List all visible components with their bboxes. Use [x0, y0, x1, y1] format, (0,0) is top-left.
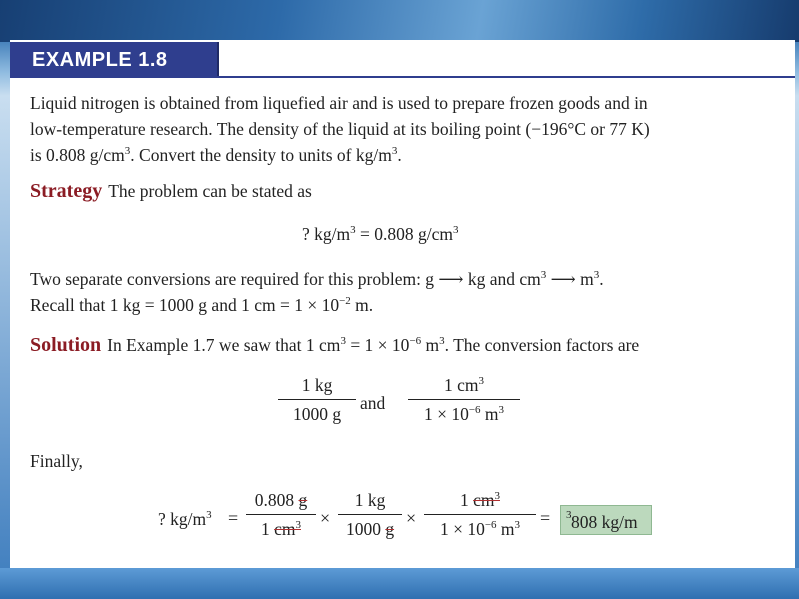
final-factor-1: 0.808 g 1 $cm^3$ [246, 490, 316, 540]
answer-highlight [560, 505, 652, 535]
problem-line-2: low-temperature research. The density of the liquid at its boiling point (−196°C or 77 K) [30, 119, 650, 139]
strategy-line-2: Two separate conversions are required for this problem: g ⟶ kg and $cm^3$ ⟶ $m^3$. [30, 269, 604, 289]
top-decorative-band [0, 0, 799, 42]
strategy-label: Strategy [30, 180, 103, 202]
finally-text: Finally, [30, 451, 83, 471]
cancelled-cm3: $cm^3$ [274, 519, 301, 539]
solution-line: Solution In Example 1.7 we saw that 1 $cm^3 = 1 \times 10^{-6}$ $m^3$. The conversion factors are [30, 334, 640, 356]
conversion-factor-2: 1 $cm^3$ $1 \times 10^{-6}$ $m^3$ [408, 375, 520, 425]
problem-line-1: Liquid nitrogen is obtained from liquefied air and is used to prepare frozen goods and in [30, 93, 648, 113]
conversion-factor-1: 1 kg 1000 g [278, 375, 356, 425]
and-word: and [360, 393, 386, 413]
final-lhs: ? $kg/m^3$ [158, 509, 212, 529]
bottom-decorative-band [0, 568, 799, 599]
equals-sign-1: = [228, 508, 239, 528]
strategy-line: Strategy The problem can be stated as [30, 180, 312, 202]
final-factor-3: 1 $cm^3$ $1 \times 10^{-6}$ $m^3$ [424, 490, 536, 540]
example-card [10, 40, 795, 568]
problem-line-3: is 0.808 $g/cm^3$. Convert the density to units of $kg/m^3$. [30, 145, 402, 165]
final-factor-2: 1 kg 1000 g [338, 490, 402, 540]
strategy-line-3: Recall that 1 kg = 1000 g and 1 cm = $1 \times 10^{-2}$ m. [30, 295, 374, 315]
strategy-equation: ? $kg/m^3 = 0.808$ $g/cm^3$ [302, 224, 459, 244]
example-header [10, 42, 219, 78]
equals-sign-2: = [540, 508, 551, 528]
times-sign-1: × [320, 508, 331, 528]
solution-label: Solution [30, 334, 102, 356]
times-sign-2: × [406, 508, 417, 528]
header-rule [217, 76, 795, 78]
answer-value: 808 kg/m $^3$ [566, 509, 638, 532]
example-title: EXAMPLE 1.8 [32, 49, 168, 71]
